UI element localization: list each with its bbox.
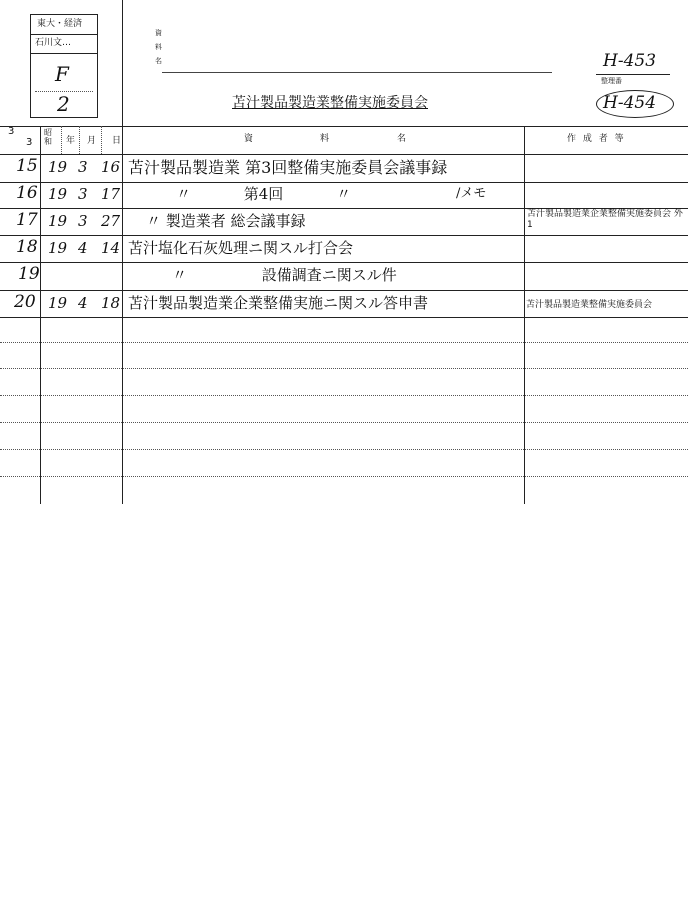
cell-y: 19 [48, 158, 68, 176]
cell-y: 19 [48, 239, 68, 257]
col-year: 年 [66, 136, 76, 146]
cell-name: 苫汁塩化石灰処理ニ関スル打合会 [128, 239, 354, 257]
cell-no: 17 [16, 210, 38, 230]
stamp-number: 2 [57, 92, 70, 116]
cell-d: 17 [101, 185, 121, 203]
cell-name: 〃 設備調査ニ関スル件 [172, 266, 397, 284]
label-char-3: 名 [155, 57, 163, 65]
cell-y: 19 [48, 185, 68, 203]
label-char-1: 資 [155, 29, 163, 37]
cell-m: 3 [78, 185, 88, 203]
label-char-2: 料 [155, 43, 163, 51]
col-no-top: 3 [8, 126, 15, 137]
stamp-line-1: 東大・経済 [37, 19, 83, 29]
cell-d: 14 [101, 239, 121, 257]
cell-extra: /メモ [456, 186, 487, 201]
col-era: 昭和 [44, 128, 52, 146]
cell-author: 苫汁製品製造業企業整備実施委員会 外1 [527, 209, 683, 230]
col-author: 作 成 者 等 [567, 134, 626, 144]
cell-name: 苫汁製品製造業 第3回整備実施委員会議事録 [128, 158, 448, 177]
col-no-bottom: 3 [26, 137, 33, 148]
col-name-2: 料 [320, 134, 330, 144]
cell-d: 27 [101, 212, 121, 230]
cell-y: 19 [48, 294, 68, 312]
cell-no: 20 [14, 292, 36, 312]
cell-m: 4 [78, 294, 88, 312]
cell-y: 19 [48, 212, 68, 230]
col-name-1: 資 [244, 134, 254, 144]
cell-m: 3 [78, 158, 88, 176]
col-month: 月 [87, 136, 97, 146]
stamp-letter: F [55, 62, 69, 86]
cell-d: 16 [101, 158, 121, 176]
cell-m: 3 [78, 212, 88, 230]
stamp-line-2: 石川文… [35, 38, 72, 48]
cell-no: 16 [16, 183, 38, 203]
doc-id: H-453 [603, 51, 657, 71]
cell-no: 15 [16, 156, 38, 176]
col-name-3: 名 [397, 134, 407, 144]
cell-name: 〃 第4回 〃 [176, 185, 352, 203]
col-day: 日 [112, 136, 122, 146]
cell-d: 18 [101, 294, 121, 312]
page-title: 苫汁製品製造業整備実施委員会 [232, 95, 428, 111]
cell-name: 苫汁製品製造業企業整備実施ニ関スル答申書 [128, 294, 429, 312]
cell-doc_id2: H-454 [603, 93, 657, 113]
cell-no: 19 [18, 264, 40, 284]
cell-author: 苫汁製品製造業整備実施委員会 [526, 300, 653, 310]
cell-no: 18 [16, 237, 38, 257]
cell-name: 〃 製造業者 総会議事録 [146, 212, 306, 230]
cell-m: 4 [78, 239, 88, 257]
doc-id-caption: 整理番 [601, 77, 622, 85]
